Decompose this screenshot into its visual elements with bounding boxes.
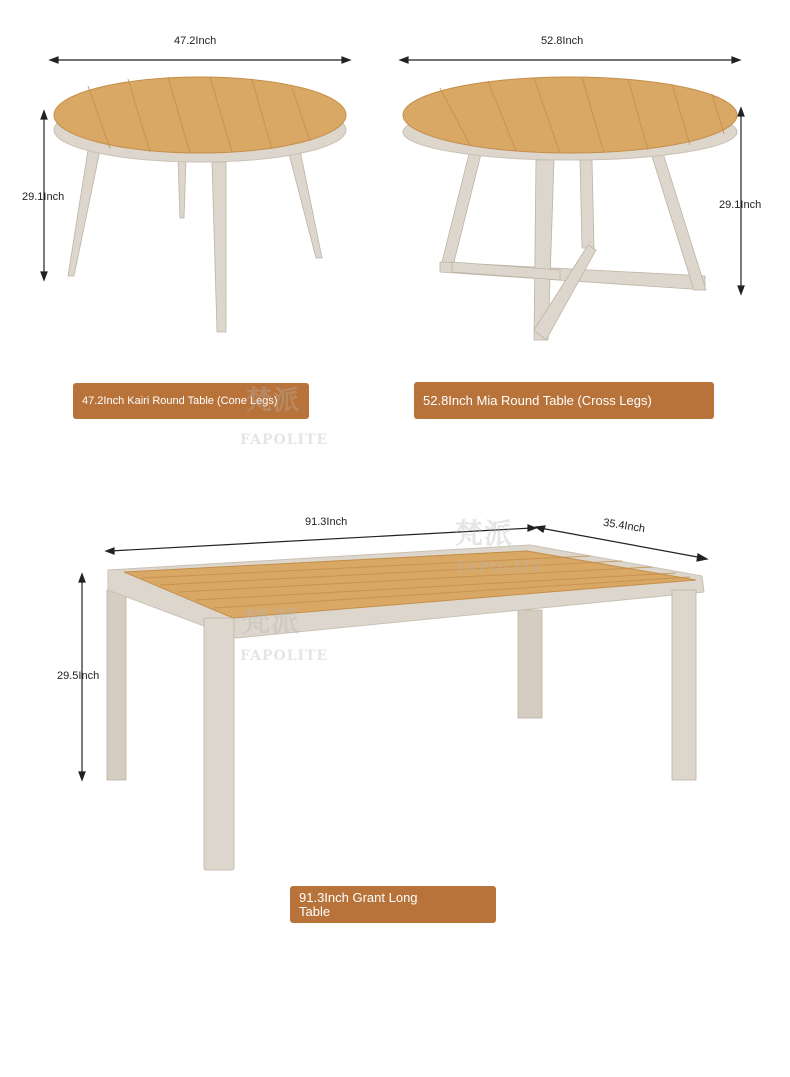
- kairi-name-text: 47.2Inch Kairi Round Table (Cone Legs): [82, 395, 278, 407]
- grant-depth-label: 35.4Inch: [602, 516, 646, 536]
- mia-name-text: 52.8Inch Mia Round Table (Cross Legs): [423, 393, 652, 408]
- watermark-brand-1: FAPOLITE: [240, 432, 329, 448]
- grant-name-badge: [290, 886, 496, 923]
- kairi-height-label: 29.1Inch: [22, 191, 65, 203]
- mia-width-label: 52.8Inch: [541, 35, 584, 47]
- grant-name-text: 91.3Inch Grant Long Table: [299, 889, 418, 919]
- watermark-brand-3: FAPOLITE: [240, 648, 329, 664]
- grant-height-label: 29.5Inch: [57, 670, 100, 682]
- kairi-width-label: 47.2Inch: [174, 35, 217, 47]
- watermark-glyphs-2: 梵派: [455, 517, 514, 550]
- watermark-glyphs-3: 梵派: [242, 605, 301, 638]
- watermark-glyphs-1: 梵派: [246, 386, 301, 416]
- watermark-brand-2: FAPOLITE: [456, 560, 545, 576]
- mia-height-label: 29.1Inch: [719, 199, 762, 211]
- grant-length-label: 91.3Inch: [305, 516, 348, 528]
